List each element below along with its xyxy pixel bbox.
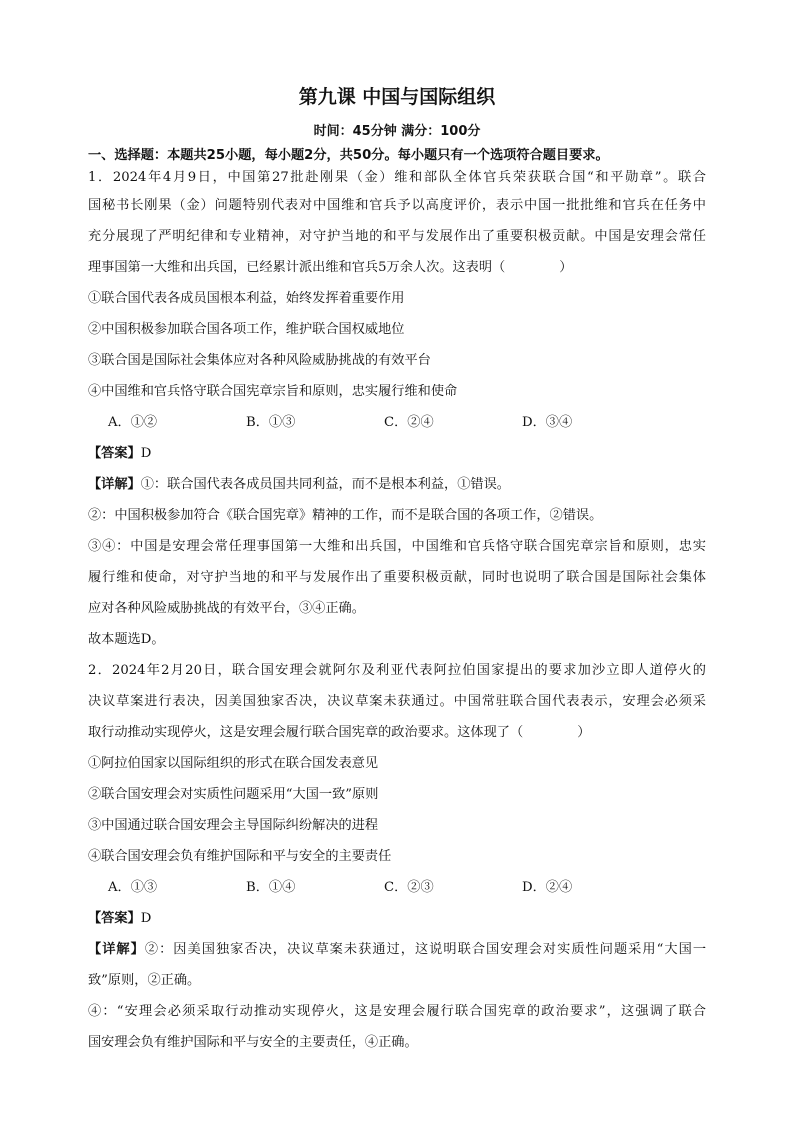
detail-text: ①：联合国代表各成员国共同利益，而不是根本利益，①错误。 [140, 477, 510, 492]
detail-line: 国安理会负有维护国际和平与安全的主要责任，④正确。 [88, 1035, 418, 1050]
option-a: A．①③ [108, 880, 158, 895]
question-2 [88, 655, 706, 1058]
detail-line: 履行维和使命，对守护当地的和平与发展作出了重要积极贡献，同时也说明了联合国是国际社会集体 [88, 570, 706, 585]
question-stem-close: ） [577, 725, 591, 740]
answer-line [88, 903, 706, 934]
detail-line: ②：中国积极参加符合《联合国宪章》精神的工作，而不是联合国的各项工作，②错误。 [88, 508, 603, 523]
question-1 [88, 168, 706, 655]
statement: ①联合国代表各成员国根本利益，始终发挥着重要作用 [88, 291, 405, 306]
detail-line [88, 934, 706, 965]
question-stem-text: 取行动推动实现停火，这是安理会履行联合国宪章的政治要求。这体现了（ [88, 725, 524, 740]
detail-line: ④：“安理会必须采取行动推动实现停火，这是安理会履行联合国宪章的政治要求”，这强调了联合 [88, 1004, 706, 1019]
question-stem-line: 决议草案进行表决，因美国独家否决，决议草案未获通过。中国常驻联合国代表表示，安理会必须采 [88, 694, 706, 709]
section-heading: 一、选择题：本题共25小题，每小题2分，共50分。每小题只有一个选项符合题目要求。 [88, 148, 609, 163]
answer-label: 【答案】 [88, 911, 141, 926]
statement: ③联合国是国际社会集体应对各种风险威胁挑战的有效平台 [88, 353, 431, 368]
options-row [88, 872, 706, 903]
detail-line [88, 469, 706, 500]
option-c: C．②③ [384, 880, 434, 895]
option-d: D．②④ [522, 880, 573, 895]
answer-label: 【答案】 [88, 446, 141, 461]
detail-line: ③④：中国是安理会常任理事国第一大维和出兵国，中国维和官兵恪守联合国宪章宗旨和原则，忠实 [88, 539, 706, 554]
answer-value: D [140, 446, 152, 461]
options-row [88, 407, 706, 438]
answer-value: D [140, 911, 152, 926]
question-stem-line: 1．2024年4月9日，中国第27批赴刚果（金）维和部队全体官兵荣获联合国“和平勋章”。联合 [88, 170, 706, 185]
option-a: A．①② [108, 415, 158, 430]
exam-meta: 时间：45分钟 满分：100分 [313, 124, 481, 139]
question-stem-line: 充分展现了严明纪律和专业精神，对守护当地的和平与发展作出了重要积极贡献。中国是安理会常任 [88, 229, 706, 244]
option-c: C．②④ [384, 415, 434, 430]
statement: ①阿拉伯国家以国际组织的形式在联合国发表意见 [88, 756, 379, 771]
question-stem-line: 2．2024年2月20日，联合国安理会就阿尔及利亚代表阿拉伯国家提出的要求加沙立即人道停火的 [88, 663, 706, 678]
detail-line: 故本题选D。 [88, 632, 165, 647]
statement: ②联合国安理会对实质性问题采用“大国一致”原则 [88, 787, 379, 802]
option-b: B．①④ [246, 880, 296, 895]
detail-label: 【详解】 [88, 942, 145, 957]
detail-line: 应对各种风险威胁挑战的有效平台，③④正确。 [88, 601, 365, 616]
page-title: 第九课 中国与国际组织 [298, 86, 496, 108]
detail-line: 致”原则，②正确。 [88, 973, 201, 988]
document-body [88, 146, 706, 1058]
statement: ③中国通过联合国安理会主导国际纠纷解决的进程 [88, 818, 379, 833]
detail-label: 【详解】 [88, 477, 141, 492]
question-stem-line [88, 252, 706, 283]
answer-line [88, 438, 706, 469]
statement: ②中国积极参加联合国各项工作，维护联合国权威地位 [88, 322, 405, 337]
detail-text: ②：因美国独家否决，决议草案未获通过，这说明联合国安理会对实质性问题采用“大国一 [144, 942, 706, 957]
question-stem-line: 国秘书长刚果（金）问题特别代表对中国维和官兵予以高度评价，表示中国一批批维和官兵在任务中 [88, 198, 706, 213]
option-d: D．③④ [522, 415, 573, 430]
question-stem-line [88, 717, 706, 748]
statement: ④联合国安理会负有维护国际和平与安全的主要责任 [88, 849, 392, 864]
question-stem-close: ） [559, 260, 573, 275]
option-b: B．①③ [246, 415, 296, 430]
question-stem-text: 理事国第一大维和出兵国，已经累计派出维和官兵5万余人次。这表明（ [88, 260, 506, 275]
statement: ④中国维和官兵恪守联合国宪章宗旨和原则，忠实履行维和使命 [88, 384, 458, 399]
